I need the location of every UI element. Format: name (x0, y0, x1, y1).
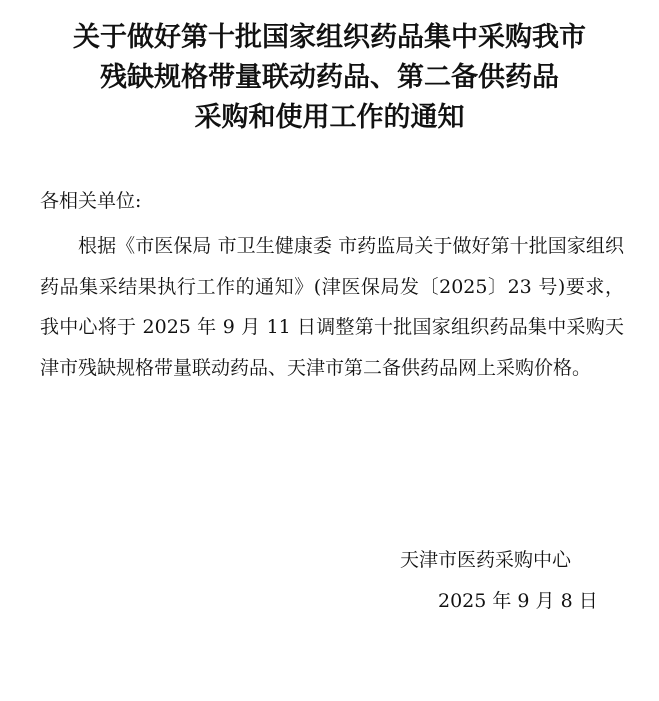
signature-organization: 天津市医药采购中心 (400, 549, 572, 571)
document-title (20, 18, 639, 138)
signature-date: 2025 年 9 月 8 日 (438, 590, 598, 612)
salutation: 各相关单位: (40, 190, 142, 212)
body-paragraph: 根据《市医保局 市卫生健康委 市药监局关于做好第十批国家组织药品集采结果执行工作的通知》(津医保局发〔2025〕23 号)要求，我中心将于 2025 年 9 月 11 日调整第十批国家组织药品集中采购天津市残缺规格带量联动药品、天津市第二备供药品网上采购价格。 (40, 235, 624, 379)
title-line-3: 采购和使用工作的通知 (194, 102, 465, 133)
title-line-2: 残缺规格带量联动药品、第二备供药品 (100, 62, 559, 93)
title-line-1: 关于做好第十批国家组织药品集中采购我市 (73, 22, 586, 53)
